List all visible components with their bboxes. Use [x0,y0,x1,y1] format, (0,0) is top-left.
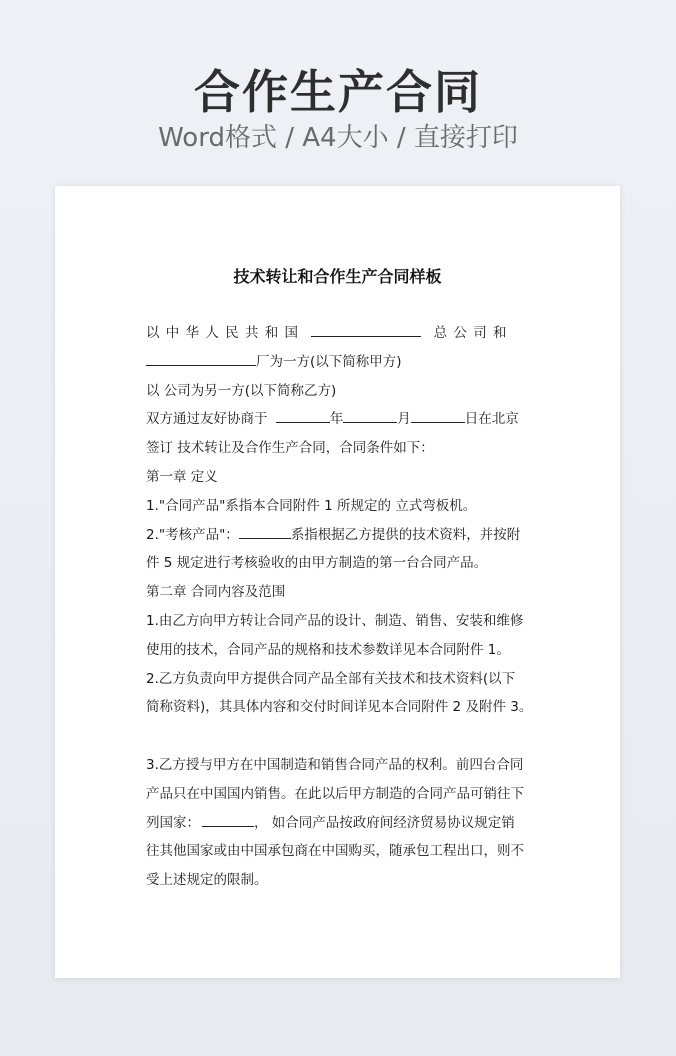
text-line [146,636,530,665]
text-line [146,549,530,578]
text-segment: 件 5 规定进行考核验收的由甲方制造的第一台合同产品。 [146,555,488,572]
text-line [146,377,530,406]
text-segment: 受上述规定的限制。 [146,872,268,889]
text-segment: 签订 技术转让及合作生产合同，合同条件如下： [146,440,434,457]
banner-subtitle: Word格式 / A4大小 / 直接打印 [158,123,518,153]
text-line [146,809,530,838]
text-segment: 日在北京 [464,411,519,428]
text-line [146,405,530,434]
text-segment: 以 公司为另一方(以下简称乙方) [146,382,337,399]
document-page [55,186,620,978]
text-line [146,837,530,866]
document-title: 技术转让和合作生产合同样板 [233,267,442,286]
text-segment: 1.由乙方向甲方转让合同产品的设计、制造、销售、安装和维修 [146,612,524,629]
text-line [146,665,530,694]
fill-in-blank [411,408,465,423]
text-line [146,434,530,463]
text-segment: 以 中 华 人 民 共 和 国 [146,325,300,341]
text-segment: 第一章 定义 [146,468,218,485]
text-segment: 厂为一方(以下简称甲方) [256,353,402,370]
text-segment: 简称资料)，其具体内容和交付时间详见本合同附件 2 及附件 3。 [146,699,533,716]
text-line [146,492,530,521]
text-segment: 产品只在中国国内销售。在此以后甲方制造的合同产品可销往下 [146,785,524,802]
text-segment: 系指根据乙方提供的技术资料，并按附 [290,526,521,543]
fill-in-blank [276,408,330,423]
document-body [146,319,533,895]
chapter-heading [146,578,530,607]
text-segment: 2.乙方负责向甲方提供合同产品全部有关技术和技术资料(以下 [146,670,516,687]
fill-in-blank [146,351,256,366]
fill-in-blank [239,524,291,539]
text-line [146,693,533,722]
text-line [146,348,530,377]
text-segment: 列国家： [146,814,200,831]
text-line [146,866,530,895]
text-segment: 年 [329,411,344,428]
fill-in-blank [202,812,254,827]
fill-in-blank [343,408,397,423]
text-segment: ， 如合同产品按政府间经济贸易协议规定销 [254,814,515,831]
text-segment: 2."考核产品"： [146,526,239,543]
text-line [146,780,530,809]
chapter-heading [146,463,530,492]
text-segment: 往其他国家或由中国承包商在中国购买，随承包工程出口，则不 [146,843,524,860]
text-line [146,607,530,636]
text-line [146,319,530,348]
paragraph-gap [146,722,530,751]
text-line [146,521,530,550]
text-segment: 总 公 司 和 [433,325,508,341]
banner-title: 合作生产合同 [194,65,482,119]
text-segment: 双方通过友好协商于 [146,411,268,428]
text-segment: 第二章 合同内容及范围 [146,584,286,601]
fill-in-blank [311,322,421,337]
text-segment: 月 [397,411,411,428]
text-segment: 1."合同产品"系指本合同附件 1 所规定的 立式弯板机。 [146,497,477,514]
text-segment: 3.乙方授与甲方在中国制造和销售合同产品的权利。前四台合同 [146,756,524,773]
text-segment: 使用的技术，合同产品的规格和技术参数详见本合同附件 1。 [146,641,510,658]
text-line [146,751,530,780]
